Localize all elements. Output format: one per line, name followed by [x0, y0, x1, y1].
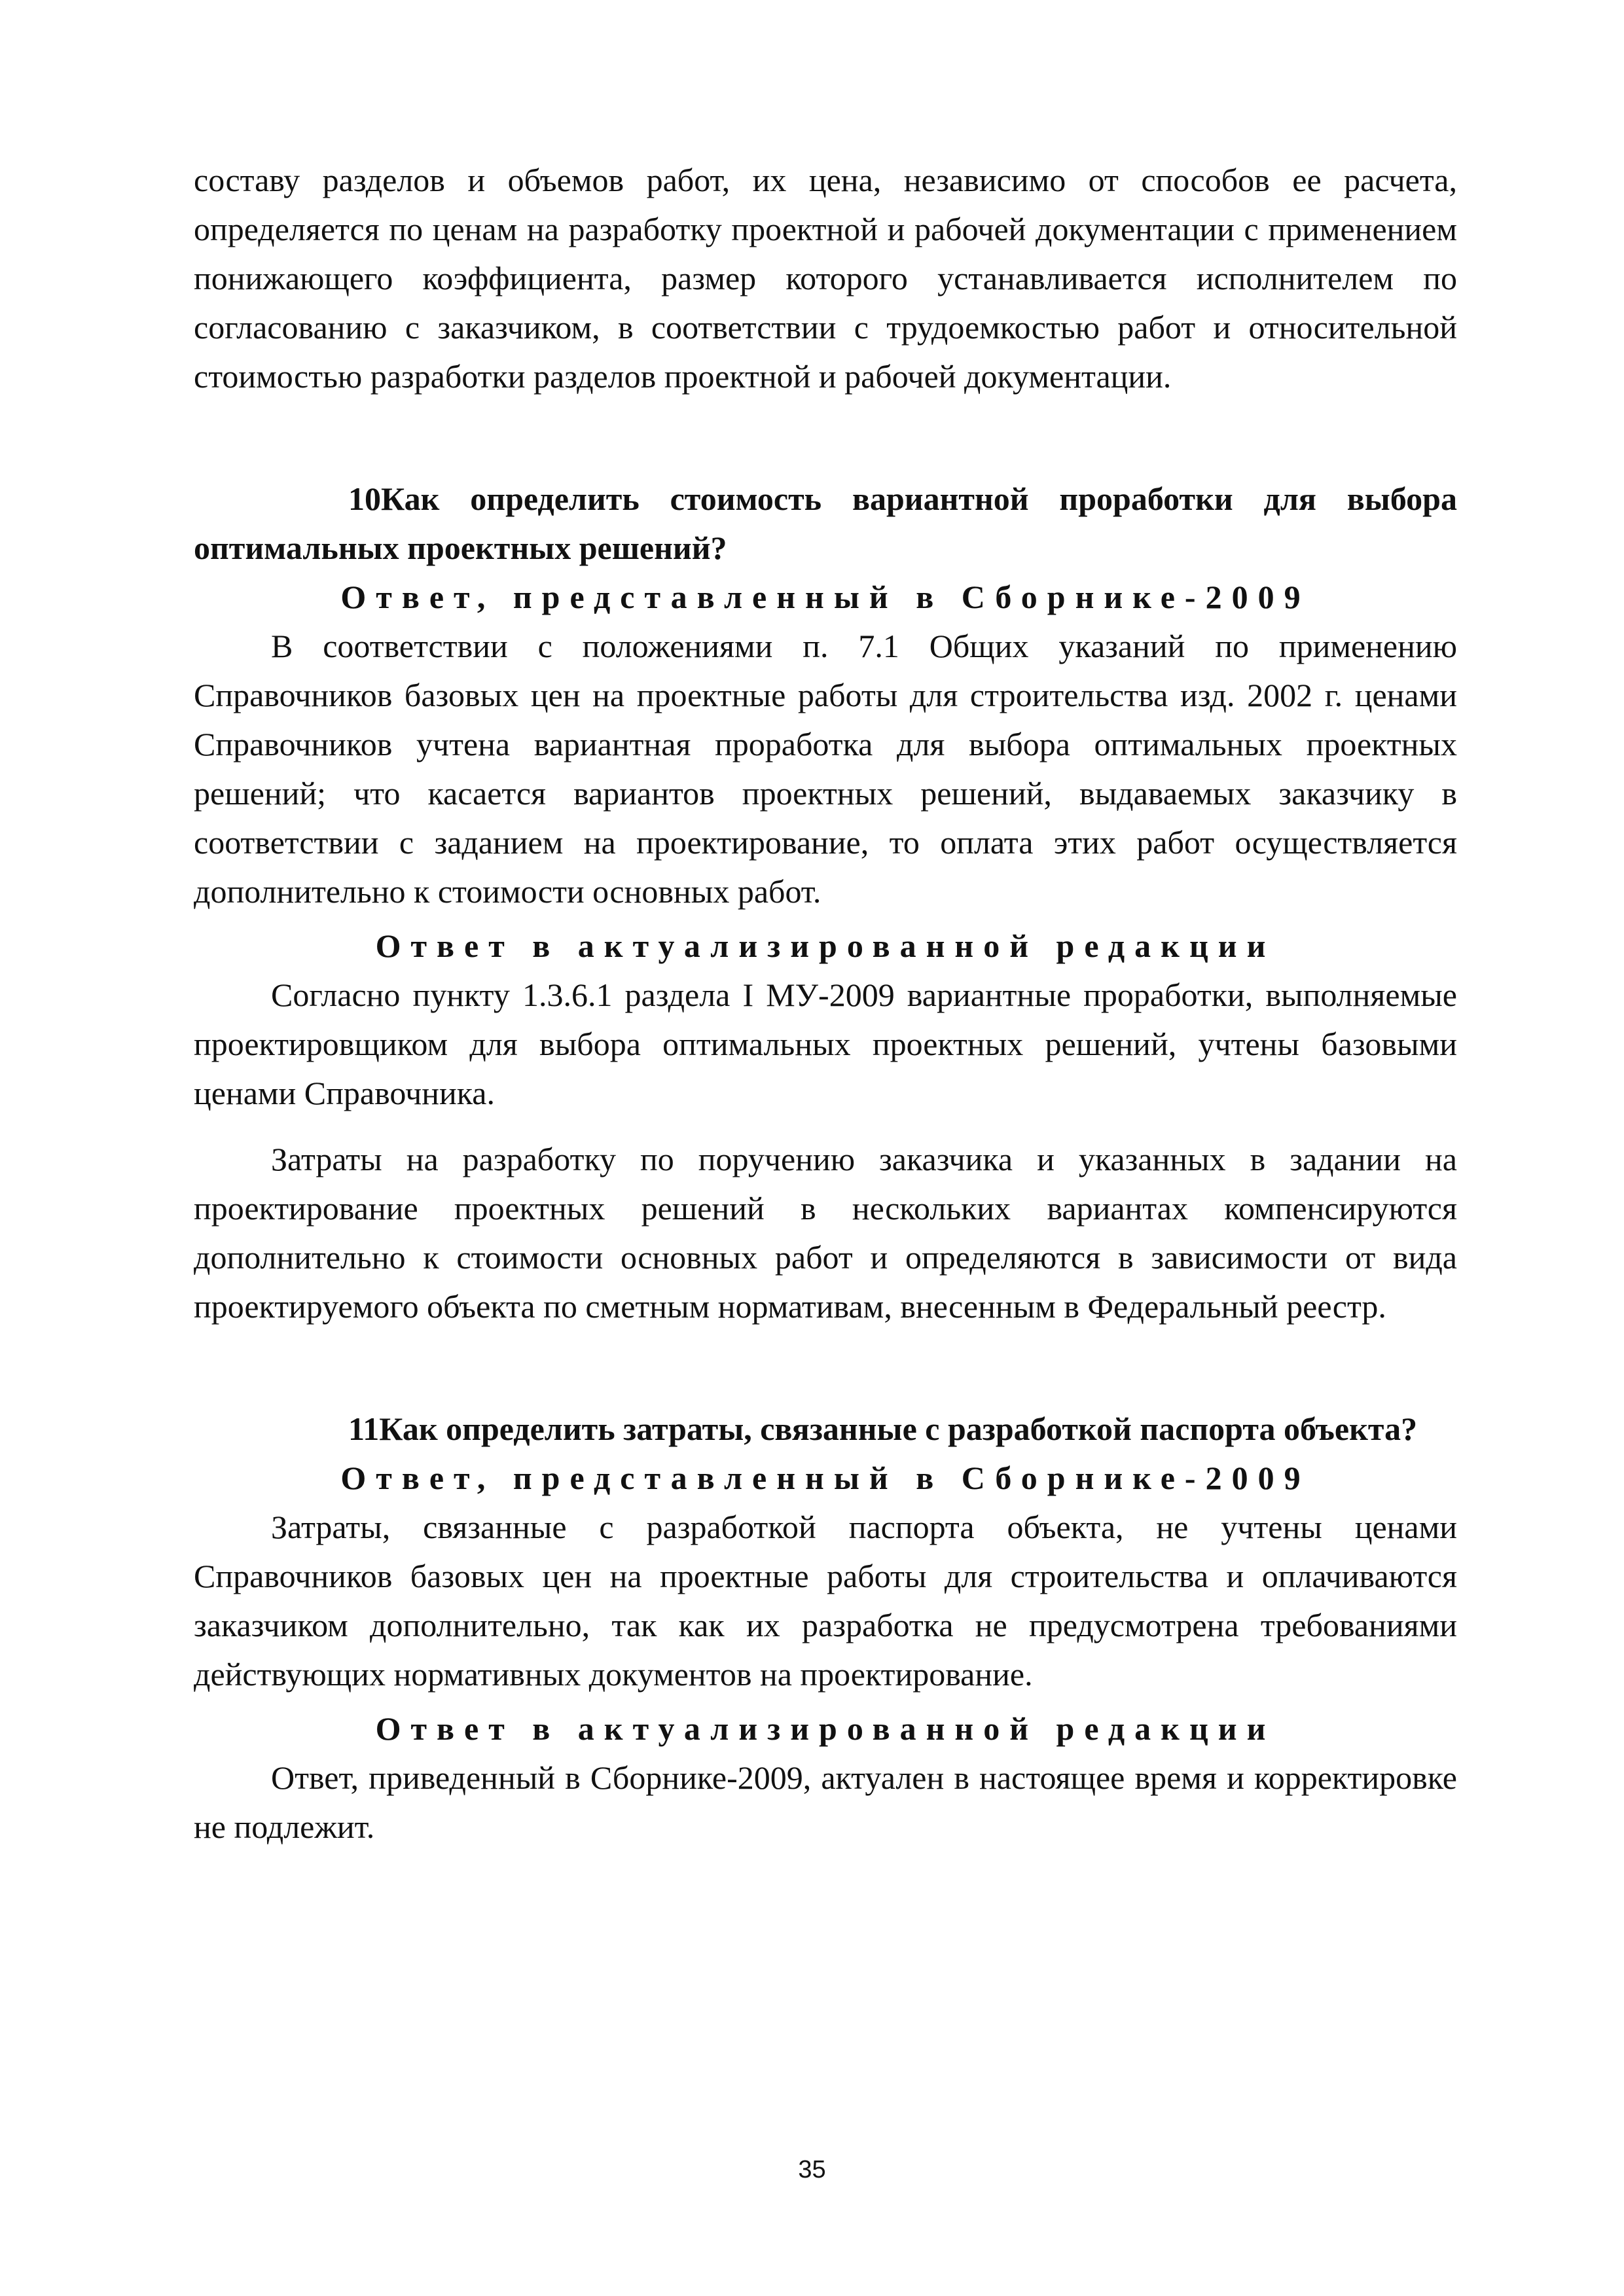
- intro-paragraph: составу разделов и объемов работ, их цена, независимо от способов ее расчета, определяется по ценам на разработку проектной и рабочей документации с применением понижающего коэффициента, размер которого устанавливается исполнителем по согласованию с заказчиком, в соответствии с трудоемкостью работ и относительной стоимостью разработки разделов проектной и рабочей документации.: [194, 162, 1457, 395]
- q11-answer-actual-text: Ответ, приведенный в Сборнике-2009, актуален в настоящее время и корректировке не подлежит.: [194, 1759, 1457, 1845]
- q10-answer-actual-paragraph-1: Согласно пункту 1.3.6.1 раздела I МУ-2009 вариантные проработки, выполняемые проектировщиком для выбора оптимальных проектных решений, учтены базовыми ценами Справочника.: [194, 977, 1457, 1111]
- page-content: [194, 156, 1457, 1852]
- question-10-heading: [194, 475, 1457, 573]
- question-11-title: Как определить затраты, связанные с разработкой паспорта объекта?: [379, 1410, 1418, 1447]
- section-spacer: [194, 401, 1457, 475]
- question-10-number: 10: [348, 480, 381, 517]
- q10-answer-2009-heading: Ответ, представленный в Сборнике-2009: [340, 579, 1310, 615]
- question-10-title: Как определить стоимость вариантной проработки для выбора оптимальных проектных решений?: [194, 480, 1457, 566]
- q11-answer-2009-text: Затраты, связанные с разработкой паспорта объекта, не учтены ценами Справочников базовых цен на проектные работы для строительства и оплачиваются заказчиком дополнительно, так как их разработка не предусмотрена требованиями действующих нормативных документов на проектирование.: [194, 1509, 1457, 1693]
- question-11-heading: [194, 1405, 1457, 1454]
- q11-answer-actual-heading: Ответ в актуализированной редакции: [375, 1710, 1276, 1747]
- q10-answer-actual-heading: Ответ в актуализированной редакции: [375, 927, 1276, 964]
- q10-answer-2009-text: В соответствии с положениями п. 7.1 Общих указаний по применению Справочников базовых цен на проектные работы для строительства изд. 2002 г. ценами Справочников учтена вариантная проработка для выбора оптимальных проектных решений; что касается вариантов проектных решений, выдаваемых заказчику в соответствии с заданием на проектирование, то оплата этих работ осуществляется дополнительно к стоимости основных работ.: [194, 628, 1457, 910]
- q11-answer-2009-heading: Ответ, представленный в Сборнике-2009: [340, 1460, 1310, 1496]
- question-11-number: 11: [348, 1410, 380, 1447]
- page-number: 35: [798, 2156, 826, 2183]
- section-spacer: [194, 1331, 1457, 1405]
- q10-answer-actual-paragraph-2: Затраты на разработку по поручению заказчика и указанных в задании на проектирование проектных решений в нескольких вариантах компенсируются дополнительно к стоимости основных работ и определяются в зависимости от вида проектируемого объекта по сметным нормативам, внесенным в Федеральный реестр.: [194, 1141, 1457, 1325]
